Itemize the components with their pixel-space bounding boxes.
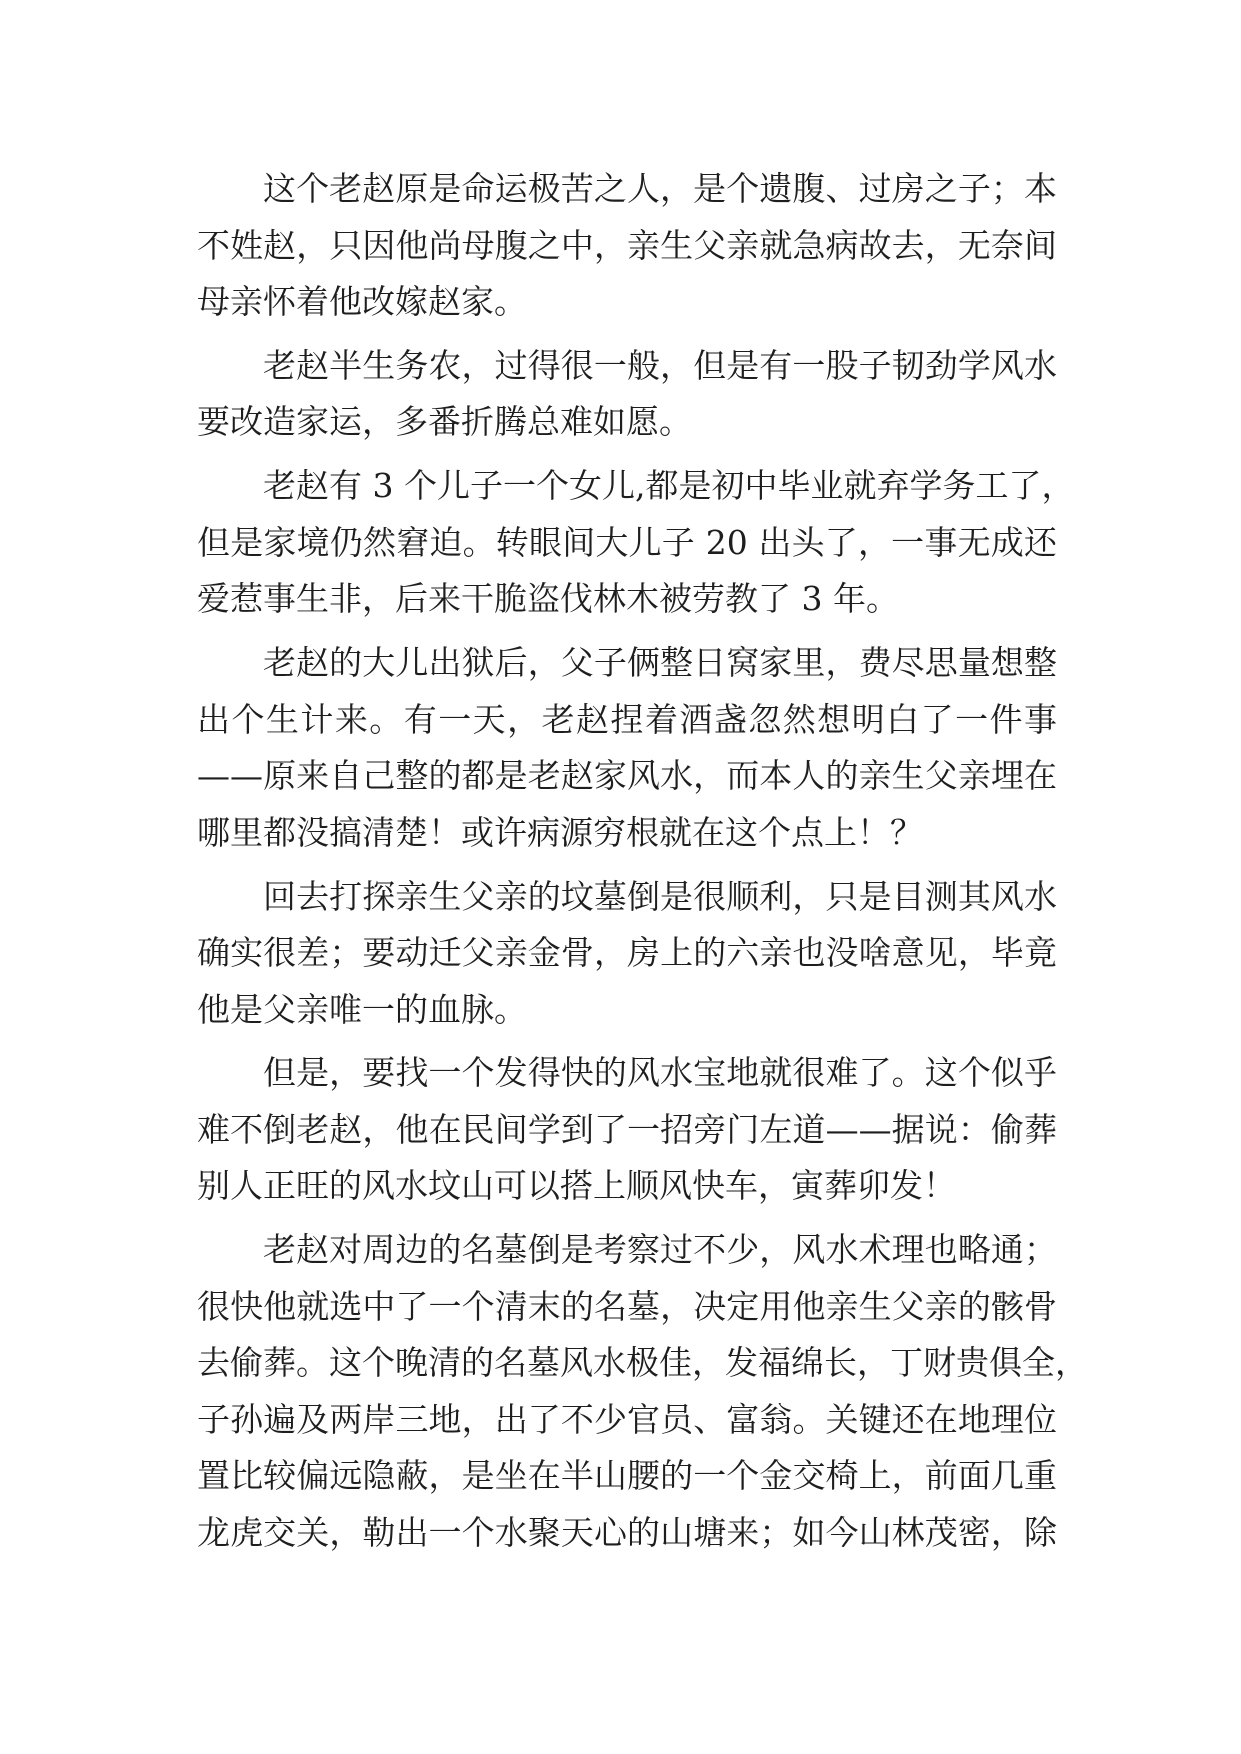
paragraph [197, 458, 1075, 628]
text-line: 他是父亲唯一的血脉。 [197, 989, 527, 1029]
text-line: ——原来自己整的都是老赵家风水，而本人的亲生父亲埋在 [197, 756, 1057, 796]
text-line: 爱惹事生非，后来干脆盗伐林木被劳教了 3 年。 [197, 579, 899, 619]
text-line: 老赵对周边的名墓倒是考察过不少，风水术理也略通； [263, 1230, 1057, 1270]
paragraph [197, 1222, 1088, 1561]
text-line: 回去打探亲生父亲的坟墓倒是很顺利，只是目测其风水 [263, 876, 1057, 916]
paragraph [197, 1045, 1057, 1215]
text-line: 确实很差；要动迁父亲金骨，房上的六亲也没啥意见，毕竟 [197, 933, 1057, 973]
paragraph [197, 338, 1057, 451]
paragraph [197, 161, 1057, 331]
text-line: 难不倒老赵，他在民间学到了一招旁门左道——据说：偷葬 [197, 1109, 1057, 1149]
paragraph [197, 635, 1057, 861]
text-line: 别人正旺的风水坟山可以搭上顺风快车，寅葬卯发！ [197, 1166, 956, 1206]
text-line: 哪里都没搞清楚！或许病源穷根就在这个点上！？ [197, 812, 923, 852]
text-line: 要改造家运，多番折腾总难如愿。 [197, 402, 692, 442]
text-line: 老赵有 3 个儿子一个女儿,都是初中毕业就弃学务工了， [263, 466, 1075, 506]
text-line: 但是家境仍然窘迫。转眼间大儿子 20 出头了，一事无成还 [197, 522, 1057, 562]
text-line: 老赵半生务农，过得很一般，但是有一股子韧劲学风水 [263, 345, 1057, 385]
paragraph [197, 869, 1057, 1039]
text-line: 去偷葬。这个晚清的名墓风水极佳，发福绵长，丁财贵俱全， [197, 1343, 1088, 1383]
text-line: 置比较偏远隐蔽，是坐在半山腰的一个金交椅上，前面几重 [197, 1456, 1057, 1496]
document-body [197, 161, 1088, 1569]
text-line: 老赵的大儿出狱后，父子俩整日窝家里，费尽思量想整 [263, 643, 1057, 683]
text-line: 子孙遍及两岸三地，出了不少官员、富翁。关键还在地理位 [197, 1399, 1057, 1439]
text-line: 不姓赵，只因他尚母腹之中，亲生父亲就急病故去，无奈间 [197, 225, 1057, 265]
text-line: 母亲怀着他改嫁赵家。 [197, 282, 527, 321]
text-line: 出个生计来。有一天，老赵捏着酒盏忽然想明白了一件事 [197, 699, 1057, 739]
text-line: 龙虎交关，勒出一个水聚天心的山塘来；如今山林茂密，除 [197, 1512, 1057, 1552]
text-line: 这个老赵原是命运极苦之人，是个遗腹、过房之子；本 [263, 169, 1057, 208]
text-line: 但是，要找一个发得快的风水宝地就很难了。这个似乎 [263, 1053, 1057, 1093]
text-line: 很快他就选中了一个清末的名墓，决定用他亲生父亲的骸骨 [197, 1286, 1057, 1326]
